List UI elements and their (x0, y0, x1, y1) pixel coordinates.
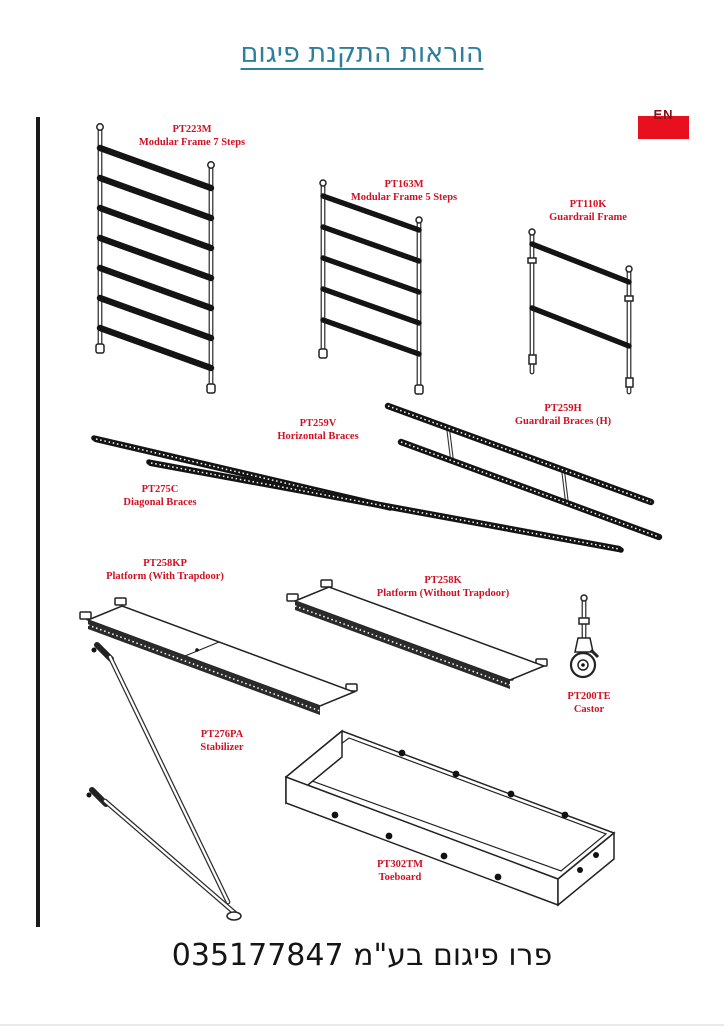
company-footer: פרו פיגום בע"מ 035177847 (171, 938, 553, 973)
part-name: Castor (573, 704, 605, 716)
part-code: PT163M (384, 179, 424, 190)
part-name: Diagonal Braces (123, 497, 197, 509)
part-code: PT259V (299, 418, 337, 429)
language-badge-label: EN (653, 107, 674, 122)
modular-frame-5-steps-drawing (319, 180, 423, 394)
part-label-pt259h (483, 402, 643, 428)
part-label-pt259v (248, 417, 388, 443)
part-code: PT302TM (376, 859, 424, 870)
part-code: PT223M (172, 124, 212, 135)
part-name: Modular Frame 5 Steps (350, 192, 458, 204)
part-name: Horizontal Braces (277, 431, 359, 443)
part-code: PT259H (544, 403, 582, 414)
part-code: PT110K (569, 199, 607, 210)
part-name: Platform (Without Trapdoor) (376, 588, 510, 600)
part-label-pt275c (90, 483, 230, 509)
part-code: PT258K (424, 575, 462, 586)
part-name: Platform (With Trapdoor) (106, 571, 224, 583)
part-label-pt200te (539, 690, 639, 716)
part-name: Guardrail Braces (H) (514, 416, 612, 428)
castor-drawing (571, 595, 598, 677)
part-code: PT200TE (567, 691, 611, 702)
part-code: PT276PA (200, 729, 244, 740)
part-label-pt163m (319, 178, 489, 204)
part-name: Guardrail Frame (549, 212, 627, 224)
part-label-pt223m (107, 123, 277, 149)
stabilizer-drawing (87, 645, 242, 920)
modular-frame-7-steps-drawing (96, 124, 215, 393)
part-name: Stabilizer (200, 742, 244, 754)
part-label-pt110k (518, 198, 658, 224)
part-code: PT275C (141, 484, 179, 495)
part-label-pt302tm (340, 858, 460, 884)
part-label-pt258k (348, 574, 538, 600)
part-code: PT258KP (143, 558, 187, 569)
part-label-pt258kp (75, 557, 255, 583)
part-name: Modular Frame 7 Steps (138, 137, 246, 149)
part-label-pt276pa (162, 728, 282, 754)
page-title: הוראות התקנת פיגום (240, 38, 484, 69)
part-name: Toeboard (378, 872, 422, 884)
guardrail-frame-drawing (528, 229, 633, 392)
